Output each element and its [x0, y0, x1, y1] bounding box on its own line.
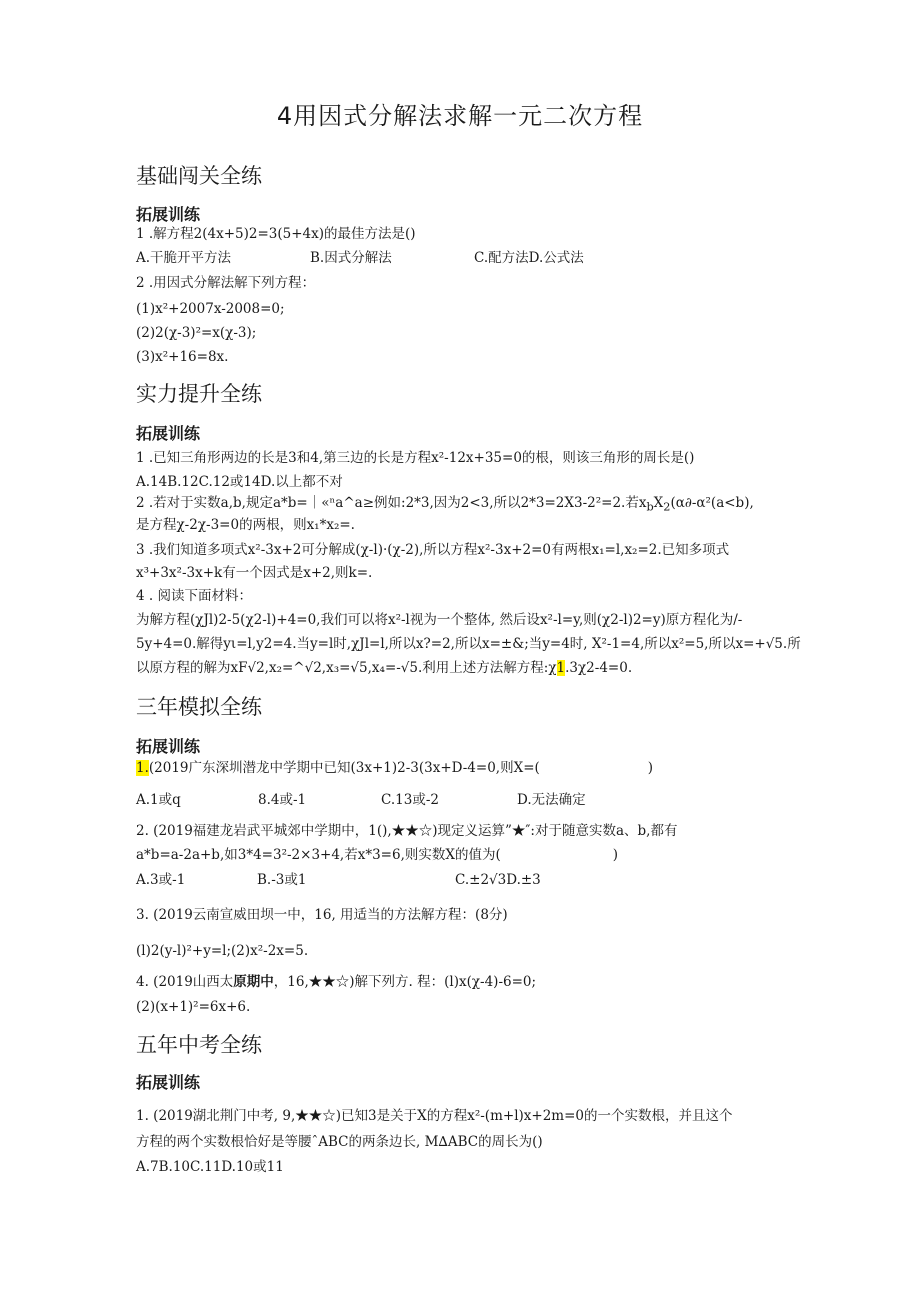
- question-s4-1-line2: 方程的两个实数根恰好是等腰ˆABC的两条边长, M∆ABC的周长为(): [136, 1134, 543, 1150]
- options-s3-2: [136, 871, 541, 889]
- question-s2-2-text: 2 .若对于实数a,b,规定a*b=｜«ⁿa^a≥例如:2*3,因为2<3,所以2*3=2X3-2²=2.若x: [136, 495, 647, 511]
- option-cd: C.±2√3D.±3: [455, 872, 541, 888]
- question-s2-3-line1: 3 .我们知道多项式x²-3x+2可分解成(χ-l)·(χ-2),所以方程x²-3x+2=0有两根x₁=l,x₂=2.已知多项式: [136, 542, 730, 558]
- equation-s1-2-3: (3)x²+16=8x.: [136, 349, 229, 365]
- option-b: 8.4或-1: [258, 792, 307, 808]
- question-s3-4-end: ，16,★★☆)解下列方. 程：(l)x(χ-4)-6=0;: [273, 974, 537, 990]
- highlight-mark: 1.: [136, 760, 149, 776]
- question-s2-4-line2: 5y+4=0.解得yι=l,y2=4.当y=l时,χJl=l,所以x?=2,所以x=±&;当y=4时, X²-1=4,所以x²=5,所以x=+√5.所: [136, 636, 801, 652]
- subheading-extension: 拓展训练: [136, 424, 201, 443]
- subscript-b: b: [646, 500, 654, 514]
- section-heading-3year: 三年模拟全练: [136, 695, 262, 719]
- section-heading-basic: 基础闯关全练: [136, 164, 262, 188]
- option-b: B.-3或1: [257, 872, 307, 888]
- question-s2-1: 1 .已知三角形两边的长是3和4,第三边的长是方程x²-12x+35=0的根，则该三角形的周长是(): [136, 450, 695, 466]
- question-s4-1-line1: 1. (2019湖北荆门中考, 9,★★☆)已知3是关于X的方程x²-(m+l)x+2m=0的一个实数根，并且这个: [136, 1108, 733, 1124]
- question-s3-2-close: ): [612, 847, 619, 863]
- option-c: C.13或-2: [381, 792, 439, 808]
- highlight-mark: 1: [556, 660, 566, 676]
- section-heading-5year: 五年中考全练: [136, 1033, 262, 1057]
- option-b: B.因式分解法: [310, 250, 392, 266]
- option-cd: C.配方法D.公式法: [474, 250, 584, 266]
- question-s3-4-bold: 原期中: [233, 974, 274, 990]
- question-s3-1-text: (2019广东深圳潜龙中学期中已知(3x+1)2-3(3x+D-4=0,则X=(: [148, 760, 540, 776]
- option-a: A.干脆开平方法: [136, 250, 232, 266]
- question-s3-1: [136, 759, 653, 777]
- question-s2-4-head: 4 . 阅读下面材料：: [136, 588, 252, 604]
- page-title: 4用因式分解法求解一元二次方程: [276, 102, 644, 130]
- question-s2-4-text: 以原方程的解为xF√2,x₂=^√2,x₃=√5,x₄=-√5.利用上述方法解方程:χ: [136, 660, 557, 676]
- question-s1-1: 1 .解方程2(4x+5)2=3(5+4x)的最佳方法是(): [136, 226, 416, 242]
- question-s2-2-line2: 是方程χ-2χ-3=0的两根，则x₁*x₂=.: [136, 517, 355, 533]
- question-s2-2-mid: X: [653, 495, 664, 511]
- question-s3-4-text: 4. (2019山西太: [136, 974, 234, 990]
- question-s3-2-text: a*b=a-2a+b,如3*4=3²-2×3+4,若x*3=6,则实数X的值为(: [136, 847, 501, 863]
- subheading-extension: 拓展训练: [136, 737, 201, 756]
- option-a: A.1或q: [136, 792, 181, 808]
- question-s3-3-line2: (l)2(y-l)²+y=l;(2)x²-2x=5.: [136, 943, 309, 959]
- question-s2-3-line2: x³+3x²-3x+k有一个因式是x+2,则k=.: [136, 565, 373, 581]
- option-a: A.3或-1: [136, 872, 186, 888]
- question-s2-2-line1: [136, 494, 754, 517]
- options-s1-1: [136, 249, 584, 267]
- equation-s1-2-1: (1)x²+2007x-2008=0;: [136, 301, 285, 317]
- options-s2-1: A.14B.12C.12或14D.以上都不对: [136, 474, 343, 490]
- question-s3-2-line1: 2. (2019福建龙岩武平城郊中学期中，1(),★★☆)现定义运算”★″:对于随意实数a、b,都有: [136, 823, 678, 839]
- question-s2-4-line3: [136, 659, 632, 677]
- options-s3-1: [136, 791, 586, 809]
- question-s3-3-line1: 3. (2019云南宣威田坝一中，16, 用适当的方法解方程：(8分): [136, 907, 508, 923]
- question-s2-4-end: .3χ2-4=0.: [565, 660, 633, 676]
- question-s3-4-line1: [136, 973, 536, 991]
- subheading-extension: 拓展训练: [136, 205, 201, 224]
- subscript-2: 2: [663, 500, 671, 514]
- question-s1-2: 2 .用因式分解法解下列方程：: [136, 275, 316, 291]
- question-s3-2-line2: [136, 846, 618, 864]
- equation-s1-2-2: (2)2(χ-3)²=x(χ-3);: [136, 325, 257, 341]
- question-s3-1-close: ): [647, 760, 654, 776]
- options-s4-1: A.7B.10C.11D.10或11: [136, 1159, 284, 1175]
- option-d: D.无法确定: [517, 792, 586, 808]
- section-heading-improve: 实力提升全练: [136, 382, 262, 406]
- subheading-extension: 拓展训练: [136, 1073, 201, 1092]
- question-s2-2-end: (α∂-α²(a<b),: [670, 495, 754, 511]
- question-s3-4-line2: (2)(x+1)²=6x+6.: [136, 999, 251, 1015]
- question-s2-4-line1: 为解方程(χJl)2-5(χ2-l)+4=0,我们可以将x²-l视为一个整体, 然后设x²-l=y,则(χ2-l)2=y)原方程化为/-: [136, 612, 743, 628]
